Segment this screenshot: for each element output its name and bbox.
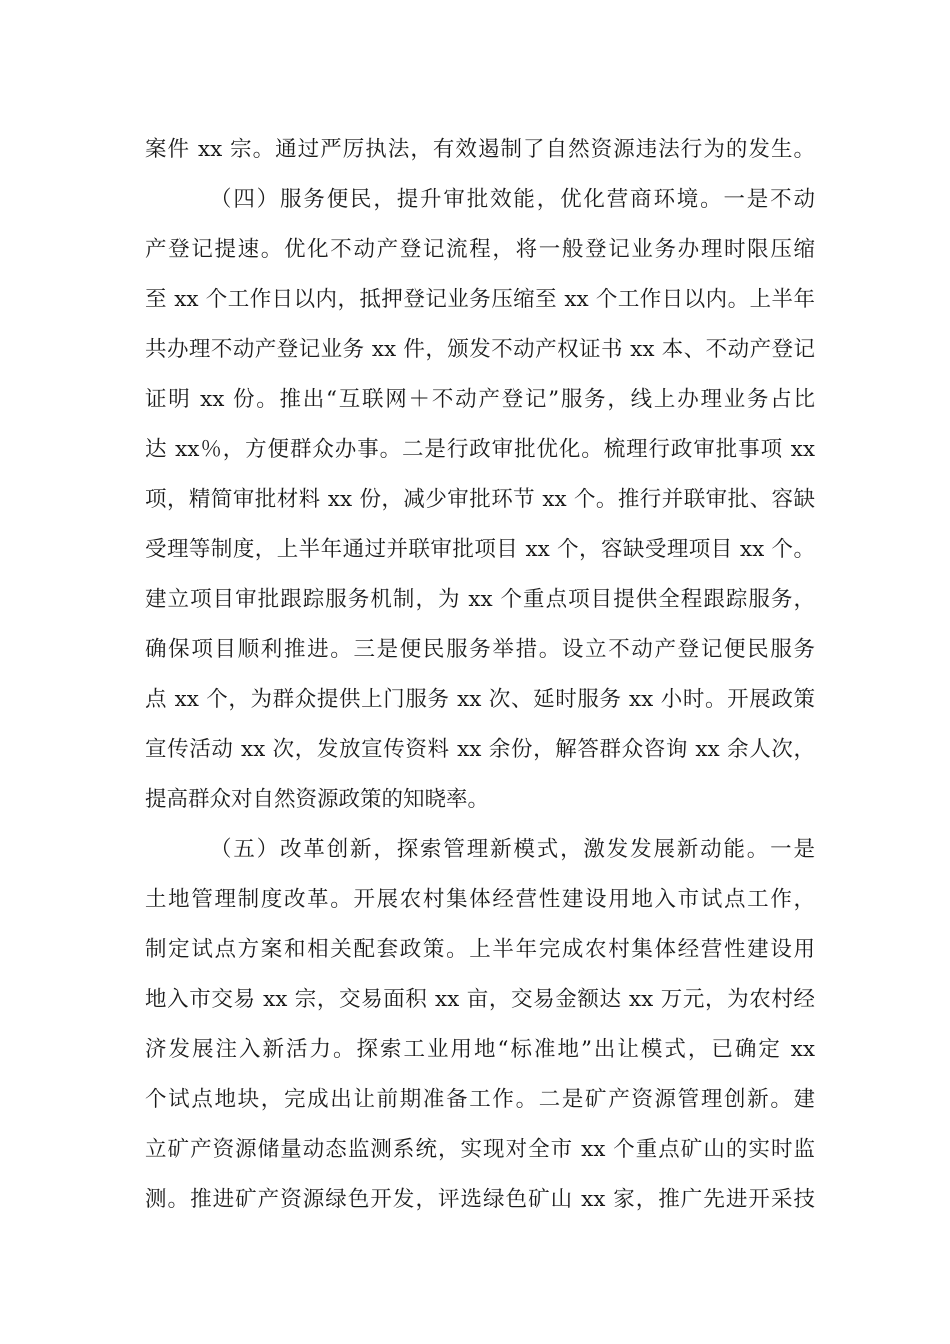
text-line: 达 xx％，方便群众办事。二是行政审批优化。梳理行政审批事项 xx xyxy=(145,437,815,462)
text-line: 建立项目审批跟踪服务机制，为 xx 个重点项目提供全程跟踪服务， xyxy=(145,587,815,612)
text-line: 个试点地块，完成出让前期准备工作。二是矿产资源管理创新。建 xyxy=(145,1087,815,1112)
text-line: 点 xx 个，为群众提供上门服务 xx 次、延时服务 xx 小时。开展政策 xyxy=(145,687,815,712)
text-line: 案件 xx 宗。通过严厉执法，有效遏制了自然资源违法行为的发生。 xyxy=(145,137,815,162)
text-line: 提高群众对自然资源政策的知晓率。 xyxy=(145,787,490,812)
text-line: 产登记提速。优化不动产登记流程，将一般登记业务办理时限压缩 xyxy=(145,237,815,262)
text-line: 立矿产资源储量动态监测系统，实现对全市 xx 个重点矿山的实时监 xyxy=(145,1137,815,1162)
section-heading-line: （四）服务便民，提升审批效能，优化营商环境。一是不动 xyxy=(210,187,815,212)
text-line: 至 xx 个工作日以内，抵押登记业务压缩至 xx 个工作日以内。上半年 xyxy=(145,287,815,312)
text-line: 土地管理制度改革。开展农村集体经营性建设用地入市试点工作， xyxy=(145,887,815,912)
text-line: 受理等制度，上半年通过并联审批项目 xx 个，容缺受理项目 xx 个。 xyxy=(145,537,815,562)
text-line: 测。推进矿产资源绿色开发，评选绿色矿山 xx 家，推广先进开采技 xyxy=(145,1187,815,1212)
text-line: 地入市交易 xx 宗，交易面积 xx 亩，交易金额达 xx 万元，为农村经 xyxy=(145,987,815,1012)
text-line: 证明 xx 份。推出“互联网＋不动产登记”服务，线上办理业务占比 xyxy=(145,387,815,412)
section-heading-line: （五）改革创新，探索管理新模式，激发发展新动能。一是 xyxy=(210,837,815,862)
text-line: 宣传活动 xx 次，发放宣传资料 xx 余份，解答群众咨询 xx 余人次， xyxy=(145,737,815,762)
text-line: 制定试点方案和相关配套政策。上半年完成农村集体经营性建设用 xyxy=(145,937,815,962)
text-line: 确保项目顺利推进。三是便民服务举措。设立不动产登记便民服务 xyxy=(145,637,815,662)
text-line: 济发展注入新活力。探索工业用地“标准地”出让模式，已确定 xx xyxy=(145,1037,815,1062)
text-line: 共办理不动产登记业务 xx 件，颁发不动产权证书 xx 本、不动产登记 xyxy=(145,337,815,362)
text-line: 项，精简审批材料 xx 份，减少审批环节 xx 个。推行并联审批、容缺 xyxy=(145,487,815,512)
